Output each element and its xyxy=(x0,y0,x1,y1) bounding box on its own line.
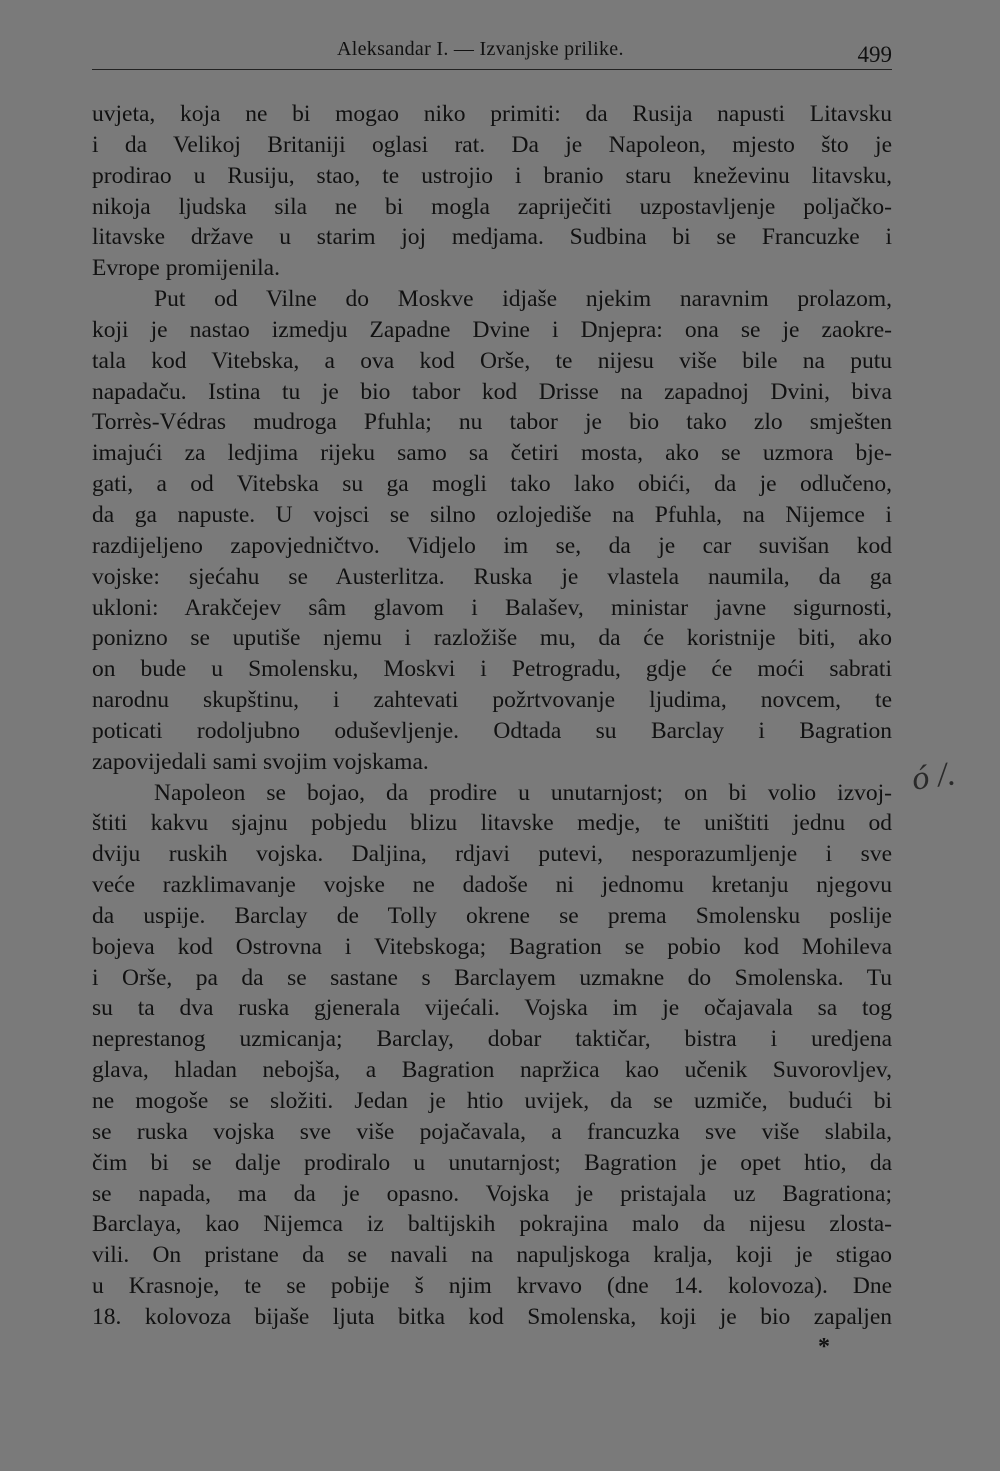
body-text xyxy=(92,99,892,1333)
text-line: Napoleon se bojao, da prodire u unutarnjost; on bi volio izvoj- xyxy=(154,779,892,806)
text-line: vili. On pristane da se navali na napuljskoga kralja, koji je stigao xyxy=(92,1242,892,1269)
text-line: imajući za ledjima rijeku samo sa četiri mosta, ako se uzmora bje- xyxy=(92,440,892,467)
text-line: koji je nastao izmedju Zapadne Dvine i Dnjepra: ona se je zaokre- xyxy=(92,316,892,343)
text-line: Torrès-Védras mudroga Pfuhla; nu tabor je bio tako zlo smješten xyxy=(92,409,892,436)
text-line: ne mogoše se složiti. Jedan je htio uvijek, da se uzmiče, budući bi xyxy=(92,1088,892,1114)
text-line: bojeva kod Ostrovna i Vitebskoga; Bagration se pobio kod Mohileva xyxy=(92,933,892,960)
text-line: glava, hladan nebojša, a Bagration napržica kao učenik Suvorovljev, xyxy=(92,1057,892,1084)
text-line: on bude u Smolensku, Moskvi i Petrogradu, gdje će moći sabrati xyxy=(92,656,892,683)
text-line: vojske: sjećahu se Austerlitza. Ruska je vlastela naumila, da ga xyxy=(92,563,892,590)
text-line: napadaču. Istina tu je bio tabor kod Drisse na zapadnoj Dvini, biva xyxy=(92,378,892,405)
text-line: gati, a od Vitebska su ga mogli tako lako obići, da je odlučeno, xyxy=(92,471,892,498)
text-line: su ta dva ruska gjenerala vijećali. Vojska im je očajavala sa tog xyxy=(92,995,892,1022)
text-line: i Orše, pa da se sastane s Barclayem uzmakne do Smolenska. Tu xyxy=(92,964,892,991)
text-line: ukloni: Arakčejev sâm glavom i Balašev, ministar javne sigurnosti, xyxy=(92,594,892,621)
text-line: poticati rodoljubno oduševljenje. Odtada su Barclay i Bagration xyxy=(92,717,892,744)
text-line: tala kod Vitebska, a ova kod Orše, te nijesu više bile na putu xyxy=(92,347,892,374)
text-line: zapovijedali sami svojim vojskama. xyxy=(92,748,429,775)
text-line: 18. kolovoza bijaše ljuta bitka kod Smolenska, koji je bio zapaljen xyxy=(92,1303,892,1330)
page-number: 499 xyxy=(857,42,892,67)
text-line: prodirao u Rusiju, stao, te ustrojio i branio staru kneževinu litavsku, xyxy=(92,162,892,189)
text-line: ponizno se uputiše njemu i razložiše mu, da će koristnije biti, ako xyxy=(92,625,892,652)
text-line: i da Velikoj Britaniji oglasi rat. Da je Napoleon, mjesto što je xyxy=(92,131,892,158)
text-line: u Krasnoje, te se pobije š njim krvavo (dne 14. kolovoza). Dne xyxy=(92,1273,892,1300)
text-line: nikoja ljudska sila ne bi mogla zapriječiti uzpostavljenje poljačko- xyxy=(92,193,892,220)
text-line: neprestanog uzmicanja; Barclay, dobar taktičar, bistra i uredjena xyxy=(92,1026,892,1053)
page-header xyxy=(92,34,892,70)
text-line: se napada, ma da je opasno. Vojska je pristajala uz Bagrationa; xyxy=(92,1180,892,1207)
header-rule xyxy=(92,69,892,70)
running-title: Aleksandar I. — Izvanjske prilike. xyxy=(337,38,624,60)
text-line: litavske države u starim joj medjama. Sudbina bi se Francuzke i xyxy=(92,224,892,251)
text-line: dviju ruskih vojska. Daljina, rdjavi putevi, nesporazumljenje i sve xyxy=(92,841,892,868)
text-line: uvjeta, koja ne bi mogao niko primiti: da Rusija napusti Litavsku xyxy=(92,101,892,127)
handwritten-margin-note: ó /. xyxy=(909,755,958,798)
text-line: Evrope promijenila. xyxy=(92,255,280,282)
text-line: veće razklimavanje vojske ne dadoše ni jednomu kretanju njegovu xyxy=(92,872,892,899)
text-line: narodnu skupštinu, i zahtevati požrtvovanje ljudima, novcem, te xyxy=(92,687,892,714)
signature-mark: * xyxy=(818,1334,830,1360)
text-line: da uspije. Barclay de Tolly okrene se prema Smolensku poslije xyxy=(92,902,892,929)
text-line: Put od Vilne do Moskve idjaše njekim naravnim prolazom, xyxy=(154,286,892,313)
text-line: razdijeljeno zapovjedničtvo. Vidjelo im se, da je car suvišan kod xyxy=(92,532,892,559)
text-line: se ruska vojska sve više pojačavala, a francuzka sve više slabila, xyxy=(92,1118,892,1145)
text-line: čim bi se dalje prodiralo u unutarnjost; Bagration je opet htio, da xyxy=(92,1149,892,1176)
text-line: štiti kakvu sjajnu pobjedu blizu litavske medje, te uništiti jednu od xyxy=(92,810,892,837)
text-line: Barclaya, kao Nijemca iz baltijskih pokrajina malo da nijesu zlosta- xyxy=(92,1211,892,1238)
text-line: da ga napuste. U vojsci se silno ozlojediše na Pfuhla, na Nijemce i xyxy=(92,501,892,528)
